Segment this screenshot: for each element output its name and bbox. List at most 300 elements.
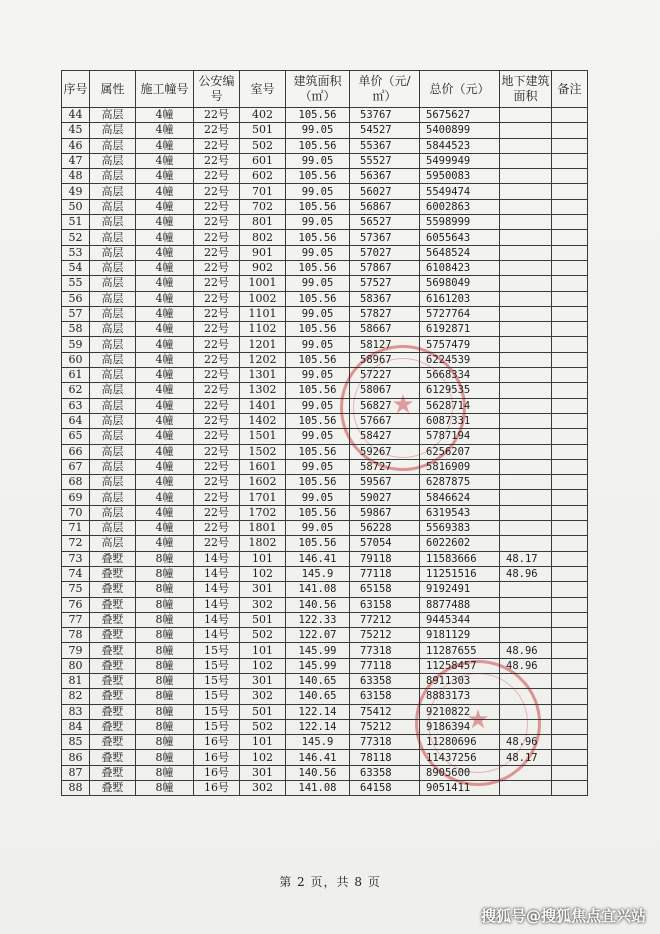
cell-total-price: 5950083 [420, 169, 500, 184]
cell-unit-price: 57667 [350, 413, 420, 428]
cell-note [552, 765, 588, 780]
cell-area: 145.9 [286, 566, 350, 581]
table-row [62, 536, 588, 551]
cell-area: 140.65 [286, 689, 350, 704]
table-row [62, 597, 588, 612]
cell-total-price: 5628714 [420, 398, 500, 413]
cell-basement-area [500, 245, 552, 260]
cell-no: 46 [62, 138, 90, 153]
cell-room: 101 [240, 643, 286, 658]
cell-total-price: 6287875 [420, 475, 500, 490]
cell-note [552, 735, 588, 750]
cell-note [552, 689, 588, 704]
cell-building: 4幢 [136, 429, 194, 444]
cell-attr: 高层 [90, 245, 136, 260]
table-row [62, 490, 588, 505]
cell-basement-area [500, 582, 552, 597]
cell-note [552, 169, 588, 184]
cell-basement-area [500, 383, 552, 398]
cell-room: 702 [240, 199, 286, 214]
cell-building: 4幢 [136, 184, 194, 199]
cell-attr: 高层 [90, 383, 136, 398]
cell-basement-area [500, 612, 552, 627]
table-body [62, 108, 588, 796]
cell-room: 102 [240, 750, 286, 765]
cell-unit-price: 58967 [350, 352, 420, 367]
cell-police-number: 16号 [194, 781, 240, 796]
cell-note [552, 459, 588, 474]
cell-room: 1501 [240, 429, 286, 444]
cell-no: 45 [62, 123, 90, 138]
cell-note [552, 108, 588, 123]
table-row [62, 673, 588, 688]
red-stamp-seal: ★ [340, 345, 466, 471]
cell-basement-area [500, 689, 552, 704]
cell-note [552, 337, 588, 352]
cell-basement-area [500, 138, 552, 153]
cell-attr: 叠墅 [90, 582, 136, 597]
cell-area: 140.56 [286, 597, 350, 612]
cell-attr: 高层 [90, 291, 136, 306]
cell-note [552, 628, 588, 643]
cell-building: 4幢 [136, 505, 194, 520]
cell-no: 80 [62, 658, 90, 673]
cell-unit-price: 63158 [350, 597, 420, 612]
table-row [62, 521, 588, 536]
cell-attr: 高层 [90, 153, 136, 168]
cell-basement-area [500, 108, 552, 123]
cell-police-number: 15号 [194, 719, 240, 734]
cell-area: 145.99 [286, 658, 350, 673]
cell-basement-area [500, 291, 552, 306]
cell-note [552, 444, 588, 459]
cell-police-number: 16号 [194, 735, 240, 750]
cell-room: 1502 [240, 444, 286, 459]
cell-basement-area [500, 184, 552, 199]
cell-unit-price: 77118 [350, 658, 420, 673]
cell-note [552, 536, 588, 551]
cell-total-price: 8911303 [420, 673, 500, 688]
cell-note [552, 704, 588, 719]
table-row [62, 352, 588, 367]
cell-unit-price: 57054 [350, 536, 420, 551]
header-building: 施工幢号 [136, 71, 194, 108]
table-row [62, 199, 588, 214]
cell-basement-area [500, 368, 552, 383]
cell-no: 78 [62, 628, 90, 643]
cell-building: 4幢 [136, 169, 194, 184]
cell-total-price: 9192491 [420, 582, 500, 597]
cell-unit-price: 57027 [350, 245, 420, 260]
cell-attr: 高层 [90, 337, 136, 352]
cell-area: 146.41 [286, 551, 350, 566]
cell-unit-price: 59027 [350, 490, 420, 505]
cell-attr: 高层 [90, 444, 136, 459]
table-row [62, 582, 588, 597]
cell-unit-price: 54527 [350, 123, 420, 138]
cell-unit-price: 56367 [350, 169, 420, 184]
cell-no: 72 [62, 536, 90, 551]
cell-room: 302 [240, 781, 286, 796]
cell-area: 140.56 [286, 765, 350, 780]
cell-area: 122.14 [286, 719, 350, 734]
cell-note [552, 521, 588, 536]
cell-unit-price: 58067 [350, 383, 420, 398]
cell-unit-price: 58367 [350, 291, 420, 306]
header-no: 序号 [62, 71, 90, 108]
cell-police-number: 14号 [194, 566, 240, 581]
cell-unit-price: 55367 [350, 138, 420, 153]
cell-total-price: 6087331 [420, 413, 500, 428]
cell-building: 4幢 [136, 444, 194, 459]
cell-building: 4幢 [136, 368, 194, 383]
cell-police-number: 22号 [194, 322, 240, 337]
cell-attr: 叠墅 [90, 612, 136, 627]
table-row [62, 413, 588, 428]
cell-area: 99.05 [286, 245, 350, 260]
cell-unit-price: 59567 [350, 475, 420, 490]
cell-attr: 叠墅 [90, 765, 136, 780]
cell-unit-price: 56867 [350, 199, 420, 214]
cell-unit-price: 75412 [350, 704, 420, 719]
cell-no: 69 [62, 490, 90, 505]
cell-building: 4幢 [136, 276, 194, 291]
header-basement-area: 地下建筑面积 [500, 71, 552, 108]
cell-unit-price: 77318 [350, 643, 420, 658]
table-row [62, 138, 588, 153]
cell-building: 4幢 [136, 521, 194, 536]
cell-building: 8幢 [136, 582, 194, 597]
cell-note [552, 322, 588, 337]
table-row [62, 169, 588, 184]
cell-note [552, 597, 588, 612]
cell-unit-price: 56228 [350, 521, 420, 536]
cell-police-number: 14号 [194, 551, 240, 566]
cell-police-number: 22号 [194, 475, 240, 490]
cell-police-number: 22号 [194, 184, 240, 199]
cell-police-number: 22号 [194, 306, 240, 321]
cell-basement-area [500, 322, 552, 337]
cell-building: 8幢 [136, 765, 194, 780]
cell-no: 54 [62, 260, 90, 275]
cell-unit-price: 57827 [350, 306, 420, 321]
cell-note [552, 475, 588, 490]
cell-police-number: 22号 [194, 459, 240, 474]
cell-police-number: 22号 [194, 337, 240, 352]
cell-no: 52 [62, 230, 90, 245]
cell-attr: 高层 [90, 490, 136, 505]
cell-attr: 叠墅 [90, 597, 136, 612]
cell-police-number: 16号 [194, 765, 240, 780]
cell-area: 105.56 [286, 383, 350, 398]
cell-room: 1701 [240, 490, 286, 505]
cell-basement-area [500, 628, 552, 643]
cell-area: 145.99 [286, 643, 350, 658]
cell-no: 83 [62, 704, 90, 719]
cell-police-number: 22号 [194, 199, 240, 214]
cell-room: 301 [240, 765, 286, 780]
cell-note [552, 658, 588, 673]
cell-building: 8幢 [136, 612, 194, 627]
cell-area: 99.05 [286, 429, 350, 444]
cell-basement-area [500, 490, 552, 505]
table-row [62, 628, 588, 643]
cell-total-price: 5569383 [420, 521, 500, 536]
table-row [62, 153, 588, 168]
cell-police-number: 22号 [194, 108, 240, 123]
cell-room: 1001 [240, 276, 286, 291]
cell-police-number: 22号 [194, 123, 240, 138]
cell-building: 8幢 [136, 735, 194, 750]
cell-building: 8幢 [136, 628, 194, 643]
cell-police-number: 22号 [194, 398, 240, 413]
cell-attr: 叠墅 [90, 719, 136, 734]
cell-room: 501 [240, 612, 286, 627]
cell-no: 86 [62, 750, 90, 765]
cell-police-number: 22号 [194, 260, 240, 275]
cell-area: 105.56 [286, 475, 350, 490]
cell-note [552, 781, 588, 796]
cell-area: 99.05 [286, 153, 350, 168]
cell-room: 302 [240, 597, 286, 612]
cell-basement-area [500, 123, 552, 138]
cell-no: 77 [62, 612, 90, 627]
cell-area: 105.56 [286, 169, 350, 184]
cell-police-number: 14号 [194, 582, 240, 597]
cell-attr: 高层 [90, 536, 136, 551]
cell-attr: 高层 [90, 398, 136, 413]
cell-basement-area [500, 398, 552, 413]
cell-attr: 叠墅 [90, 781, 136, 796]
cell-police-number: 22号 [194, 505, 240, 520]
cell-room: 801 [240, 215, 286, 230]
cell-area: 99.05 [286, 215, 350, 230]
cell-no: 65 [62, 429, 90, 444]
cell-building: 4幢 [136, 352, 194, 367]
cell-police-number: 22号 [194, 352, 240, 367]
cell-attr: 高层 [90, 138, 136, 153]
cell-unit-price: 59267 [350, 444, 420, 459]
cell-room: 502 [240, 719, 286, 734]
cell-total-price: 6108423 [420, 260, 500, 275]
cell-note [552, 429, 588, 444]
cell-note [552, 199, 588, 214]
cell-attr: 高层 [90, 352, 136, 367]
cell-unit-price: 77212 [350, 612, 420, 627]
cell-no: 68 [62, 475, 90, 490]
cell-attr: 高层 [90, 123, 136, 138]
cell-police-number: 22号 [194, 490, 240, 505]
cell-unit-price: 63358 [350, 673, 420, 688]
cell-total-price: 11583666 [420, 551, 500, 566]
cell-total-price: 5844523 [420, 138, 500, 153]
cell-unit-price: 63158 [350, 689, 420, 704]
cell-police-number: 22号 [194, 521, 240, 536]
cell-police-number: 16号 [194, 750, 240, 765]
cell-total-price: 9210822 [420, 704, 500, 719]
cell-police-number: 15号 [194, 658, 240, 673]
table-row [62, 230, 588, 245]
cell-basement-area [500, 260, 552, 275]
cell-basement-area [500, 765, 552, 780]
cell-total-price: 5598999 [420, 215, 500, 230]
cell-attr: 叠墅 [90, 673, 136, 688]
cell-room: 701 [240, 184, 286, 199]
cell-area: 99.05 [286, 276, 350, 291]
cell-note [552, 673, 588, 688]
cell-police-number: 22号 [194, 138, 240, 153]
watermark-text: 搜狐号@搜狐焦点宜兴站 [480, 907, 646, 925]
cell-building: 4幢 [136, 413, 194, 428]
header-area: 建筑面积（㎡） [286, 71, 350, 108]
cell-area: 122.14 [286, 704, 350, 719]
cell-basement-area [500, 673, 552, 688]
cell-attr: 叠墅 [90, 551, 136, 566]
cell-room: 502 [240, 628, 286, 643]
cell-no: 66 [62, 444, 90, 459]
cell-note [552, 612, 588, 627]
cell-no: 55 [62, 276, 90, 291]
cell-unit-price: 57367 [350, 230, 420, 245]
cell-room: 102 [240, 658, 286, 673]
cell-building: 4幢 [136, 153, 194, 168]
cell-no: 73 [62, 551, 90, 566]
cell-room: 501 [240, 704, 286, 719]
table-row [62, 551, 588, 566]
cell-area: 99.05 [286, 521, 350, 536]
cell-unit-price: 58727 [350, 459, 420, 474]
cell-building: 4幢 [136, 245, 194, 260]
cell-police-number: 22号 [194, 153, 240, 168]
cell-unit-price: 63358 [350, 765, 420, 780]
header-police-number: 公安编号 [194, 71, 240, 108]
cell-attr: 叠墅 [90, 689, 136, 704]
cell-note [552, 643, 588, 658]
cell-total-price: 11251516 [420, 566, 500, 581]
cell-attr: 高层 [90, 215, 136, 230]
cell-unit-price: 77118 [350, 566, 420, 581]
cell-total-price: 5698049 [420, 276, 500, 291]
cell-unit-price: 65158 [350, 582, 420, 597]
cell-basement-area [500, 536, 552, 551]
cell-area: 146.41 [286, 750, 350, 765]
table-row [62, 735, 588, 750]
cell-room: 101 [240, 551, 286, 566]
cell-note [552, 153, 588, 168]
cell-unit-price: 79118 [350, 551, 420, 566]
cell-building: 4幢 [136, 123, 194, 138]
table-row [62, 398, 588, 413]
table-row [62, 750, 588, 765]
cell-room: 1302 [240, 383, 286, 398]
header-total-price: 总价（元） [420, 71, 500, 108]
cell-total-price: 5648524 [420, 245, 500, 260]
cell-area: 105.56 [286, 230, 350, 245]
cell-room: 101 [240, 735, 286, 750]
cell-police-number: 22号 [194, 383, 240, 398]
cell-room: 302 [240, 689, 286, 704]
cell-room: 1402 [240, 413, 286, 428]
cell-room: 901 [240, 245, 286, 260]
cell-area: 99.05 [286, 459, 350, 474]
cell-attr: 高层 [90, 413, 136, 428]
cell-note [552, 230, 588, 245]
cell-area: 105.56 [286, 505, 350, 520]
cell-note [552, 490, 588, 505]
cell-attr: 高层 [90, 505, 136, 520]
cell-note [552, 719, 588, 734]
cell-no: 67 [62, 459, 90, 474]
cell-no: 75 [62, 582, 90, 597]
table-row [62, 475, 588, 490]
table-row [62, 505, 588, 520]
cell-police-number: 22号 [194, 276, 240, 291]
cell-total-price: 6224539 [420, 352, 500, 367]
cell-unit-price: 64158 [350, 781, 420, 796]
cell-total-price: 5499949 [420, 153, 500, 168]
cell-no: 88 [62, 781, 90, 796]
cell-area: 99.05 [286, 306, 350, 321]
cell-area: 122.07 [286, 628, 350, 643]
table-row [62, 276, 588, 291]
cell-unit-price: 56527 [350, 215, 420, 230]
cell-room: 502 [240, 138, 286, 153]
red-stamp-seal-2: ★ [415, 660, 541, 786]
cell-note [552, 260, 588, 275]
cell-total-price: 6319543 [420, 505, 500, 520]
cell-building: 8幢 [136, 597, 194, 612]
cell-unit-price: 59867 [350, 505, 420, 520]
cell-no: 84 [62, 719, 90, 734]
table-header-row [62, 71, 588, 108]
cell-basement-area [500, 413, 552, 428]
cell-unit-price: 55527 [350, 153, 420, 168]
cell-attr: 高层 [90, 322, 136, 337]
table-row [62, 444, 588, 459]
table-row [62, 123, 588, 138]
table-row [62, 184, 588, 199]
cell-building: 4幢 [136, 306, 194, 321]
cell-room: 1301 [240, 368, 286, 383]
cell-area: 105.56 [286, 444, 350, 459]
cell-basement-area [500, 199, 552, 214]
cell-area: 145.9 [286, 735, 350, 750]
cell-police-number: 22号 [194, 230, 240, 245]
cell-building: 8幢 [136, 704, 194, 719]
cell-note [552, 551, 588, 566]
cell-no: 44 [62, 108, 90, 123]
cell-attr: 高层 [90, 169, 136, 184]
cell-building: 8幢 [136, 658, 194, 673]
cell-total-price: 9181129 [420, 628, 500, 643]
cell-no: 53 [62, 245, 90, 260]
cell-note [552, 306, 588, 321]
cell-no: 49 [62, 184, 90, 199]
cell-attr: 高层 [90, 429, 136, 444]
cell-building: 4幢 [136, 398, 194, 413]
table-row [62, 689, 588, 704]
cell-total-price: 5757479 [420, 337, 500, 352]
cell-total-price: 5846624 [420, 490, 500, 505]
cell-police-number: 15号 [194, 689, 240, 704]
cell-no: 87 [62, 765, 90, 780]
cell-no: 59 [62, 337, 90, 352]
cell-room: 601 [240, 153, 286, 168]
cell-basement-area [500, 781, 552, 796]
cell-no: 76 [62, 597, 90, 612]
cell-attr: 高层 [90, 108, 136, 123]
cell-room: 602 [240, 169, 286, 184]
